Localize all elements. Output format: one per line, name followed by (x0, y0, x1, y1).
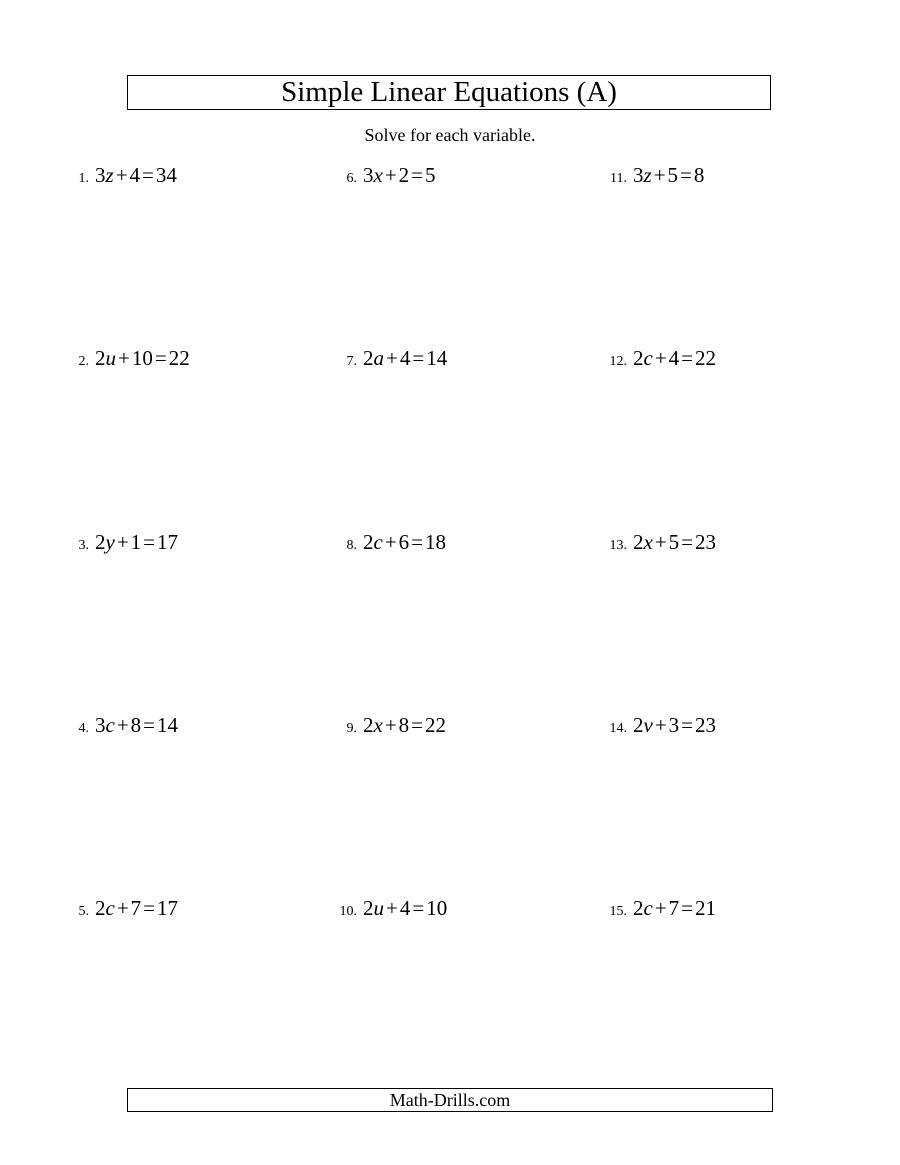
coefficient: 2 (363, 346, 374, 370)
equals-sign: = (680, 163, 692, 187)
plus-sign: + (384, 530, 397, 554)
variable: v (643, 713, 653, 737)
result: 10 (426, 896, 448, 920)
plus-sign: + (386, 346, 398, 370)
problem-number: 1. (78, 171, 89, 186)
variable: a (373, 346, 384, 370)
coefficient: 3 (95, 163, 106, 187)
coefficient: 2 (633, 346, 644, 370)
equals-sign: = (143, 713, 156, 737)
result: 14 (426, 346, 448, 370)
equation (95, 896, 178, 920)
coefficient: 3 (363, 163, 374, 187)
worksheet-footer: Math-Drills.com (127, 1088, 773, 1112)
problem-number: 6. (346, 171, 357, 186)
result: 8 (693, 163, 705, 187)
problem-8 (317, 527, 446, 557)
result: 23 (695, 530, 717, 554)
equation (363, 530, 446, 554)
coefficient: 2 (363, 530, 374, 554)
problem-1 (49, 160, 177, 190)
problem-14 (587, 710, 716, 740)
equals-sign: = (411, 163, 424, 187)
problem-2 (49, 343, 190, 373)
coefficient: 2 (633, 530, 644, 554)
constant: 6 (398, 530, 410, 554)
constant: 5 (667, 163, 679, 187)
constant: 7 (668, 896, 680, 920)
plus-sign: + (118, 346, 130, 370)
constant: 4 (399, 896, 411, 920)
equals-sign: = (411, 713, 424, 737)
equation (95, 163, 177, 187)
result: 5 (425, 163, 436, 187)
constant: 8 (398, 713, 410, 737)
problem-number: 9. (346, 721, 357, 736)
constant: 10 (131, 346, 153, 370)
problem-15 (587, 893, 716, 923)
equation (633, 530, 716, 554)
plus-sign: + (116, 530, 129, 554)
equals-sign: = (154, 346, 167, 370)
problem-number: 13. (609, 538, 627, 553)
equation (633, 163, 704, 187)
problem-number: 3. (78, 538, 89, 553)
problem-5 (49, 893, 178, 923)
problem-4 (49, 710, 178, 740)
plus-sign: + (654, 346, 667, 370)
coefficient: 3 (95, 713, 106, 737)
problem-9 (317, 710, 446, 740)
variable: c (643, 896, 653, 920)
problem-10 (317, 893, 447, 923)
coefficient: 2 (633, 713, 644, 737)
equation (633, 896, 716, 920)
variable: x (643, 530, 653, 554)
problem-number: 2. (78, 354, 89, 369)
equation (363, 163, 436, 187)
result: 17 (157, 530, 179, 554)
constant: 1 (130, 530, 142, 554)
variable: c (373, 530, 383, 554)
variable: u (105, 346, 116, 370)
problem-12 (587, 343, 716, 373)
equation (363, 713, 446, 737)
constant: 4 (668, 346, 680, 370)
problem-number: 4. (78, 721, 89, 736)
problem-number: 5. (78, 904, 89, 919)
coefficient: 2 (95, 346, 106, 370)
problem-6 (317, 160, 436, 190)
result: 22 (695, 346, 717, 370)
problem-number: 10. (339, 904, 357, 919)
plus-sign: + (654, 896, 667, 920)
constant: 2 (398, 163, 410, 187)
coefficient: 3 (633, 163, 644, 187)
result: 22 (425, 713, 447, 737)
plus-sign: + (116, 713, 129, 737)
coefficient: 2 (363, 896, 374, 920)
equation (95, 713, 178, 737)
problem-13 (587, 527, 716, 557)
equals-sign: = (681, 346, 694, 370)
plus-sign: + (654, 530, 667, 554)
plus-sign: + (115, 163, 128, 187)
variable: c (105, 896, 115, 920)
variable: c (105, 713, 115, 737)
result: 17 (157, 896, 179, 920)
coefficient: 2 (95, 896, 106, 920)
variable: z (105, 163, 114, 187)
equation (363, 896, 447, 920)
equation (633, 713, 716, 737)
equals-sign: = (681, 530, 694, 554)
equation (633, 346, 716, 370)
equals-sign: = (411, 530, 424, 554)
result: 18 (425, 530, 447, 554)
constant: 4 (129, 163, 141, 187)
variable: u (373, 896, 384, 920)
problem-number: 12. (609, 354, 627, 369)
equation (363, 346, 447, 370)
constant: 5 (668, 530, 680, 554)
constant: 8 (130, 713, 142, 737)
equation (95, 530, 178, 554)
equals-sign: = (412, 346, 425, 370)
problem-number: 11. (610, 171, 627, 186)
plus-sign: + (654, 713, 667, 737)
result: 14 (157, 713, 179, 737)
equals-sign: = (681, 713, 694, 737)
problem-3 (49, 527, 178, 557)
problem-number: 8. (346, 538, 357, 553)
variable: x (373, 713, 383, 737)
plus-sign: + (386, 896, 398, 920)
result: 22 (168, 346, 190, 370)
problem-number: 14. (609, 721, 627, 736)
constant: 7 (130, 896, 142, 920)
equals-sign: = (142, 163, 154, 187)
plus-sign: + (653, 163, 666, 187)
equals-sign: = (143, 896, 156, 920)
problem-7 (317, 343, 447, 373)
problem-number: 7. (346, 354, 357, 369)
variable: z (643, 163, 652, 187)
problem-number: 15. (609, 904, 627, 919)
equation (95, 346, 190, 370)
variable: c (643, 346, 653, 370)
plus-sign: + (384, 163, 397, 187)
coefficient: 2 (363, 713, 374, 737)
result: 23 (695, 713, 717, 737)
worksheet-instructions: Solve for each variable. (364, 125, 536, 145)
problem-11 (587, 160, 704, 190)
result: 21 (695, 896, 717, 920)
equals-sign: = (681, 896, 694, 920)
coefficient: 2 (95, 530, 106, 554)
result: 34 (155, 163, 177, 187)
plus-sign: + (116, 896, 129, 920)
equals-sign: = (143, 530, 156, 554)
constant: 3 (668, 713, 680, 737)
constant: 4 (399, 346, 411, 370)
variable: y (105, 530, 115, 554)
plus-sign: + (384, 713, 397, 737)
equals-sign: = (412, 896, 425, 920)
coefficient: 2 (633, 896, 644, 920)
variable: x (373, 163, 383, 187)
worksheet-title: Simple Linear Equations (A) (127, 75, 771, 110)
